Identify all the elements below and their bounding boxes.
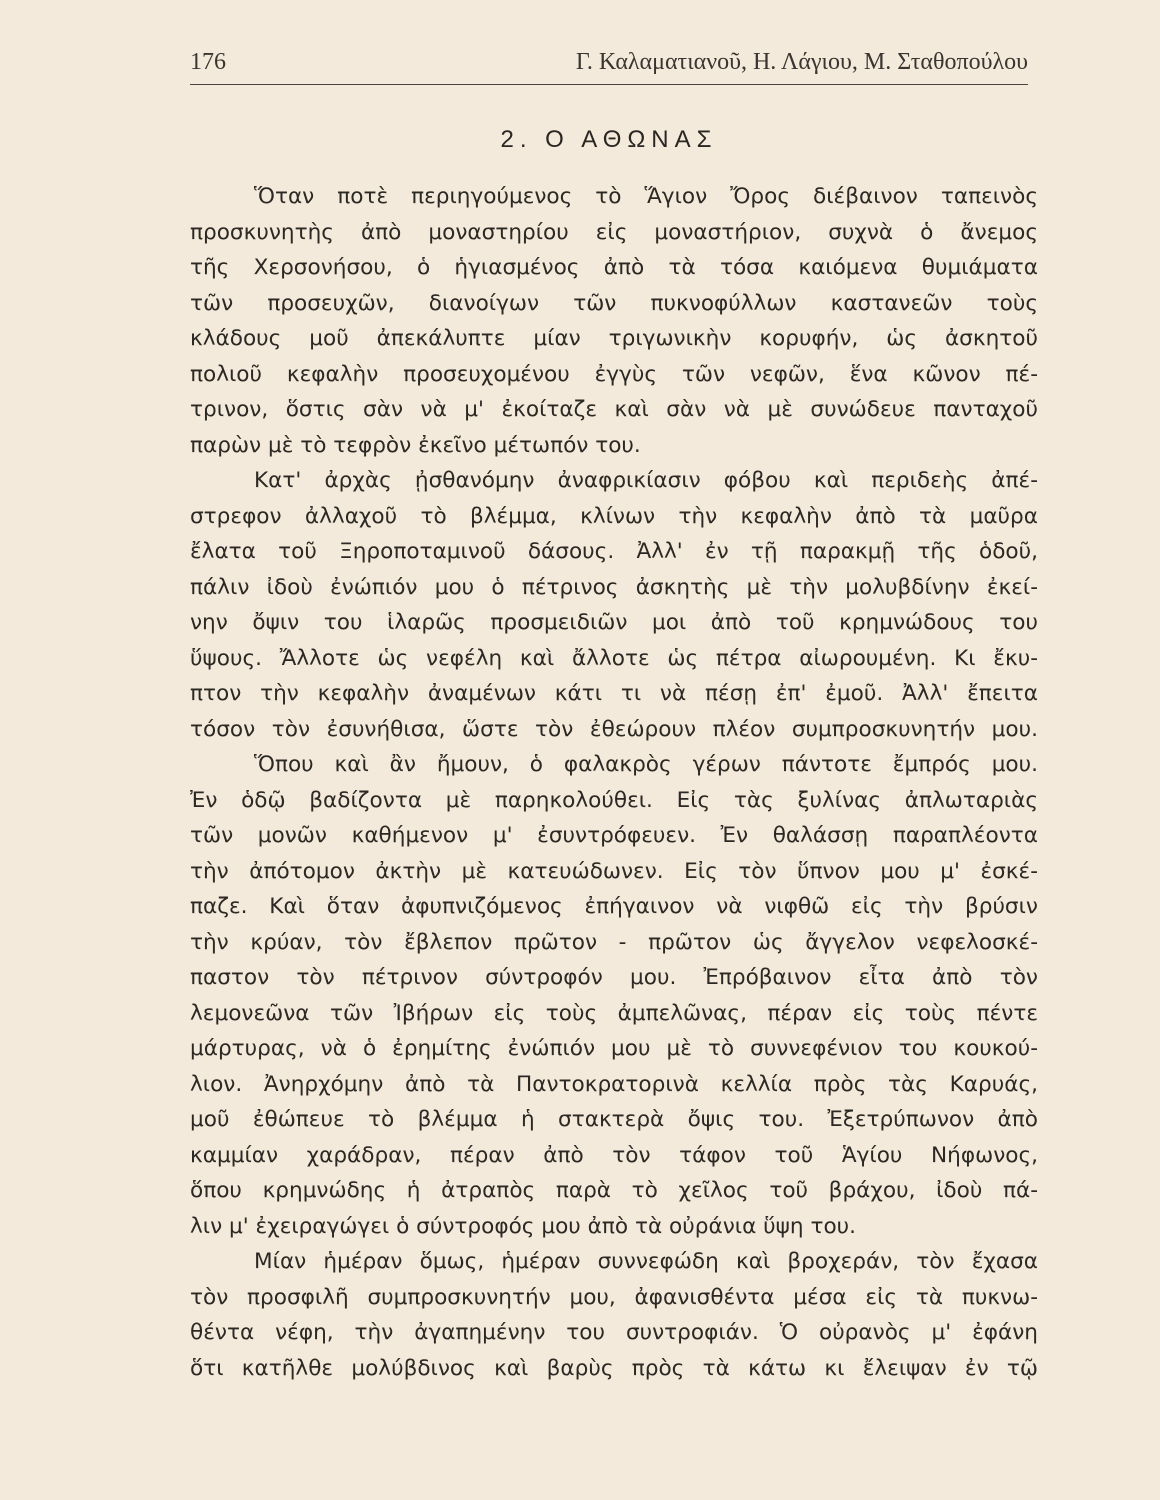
text-line: Μίαν ἡμέραν ὅμως, ἡμέραν συννεφώδη καὶ βροχεράν, τὸν ἔχασα [254, 1249, 1038, 1274]
text-line: πτον τὴν κεφαλὴν ἀναμένων κάτι τι νὰ πέσῃ ἐπ' ἐμοῦ. Ἀλλ' ἔπειτα [190, 681, 1038, 706]
body-text [190, 179, 1038, 1386]
text-line: ὅπου κρημνώδης ἡ ἀτραπὸς παρὰ τὸ χεῖλος τοῦ βράχου, ἰδοὺ πά- [190, 1178, 1038, 1203]
text-line: τρινον, ὅστις σὰν νὰ μ' ἐκοίταζε καὶ σὰν νὰ μὲ συνώδευε πανταχοῦ [190, 397, 1038, 422]
text-line: λιν μ' ἐχειραγώγει ὁ σύντροφός μου ἀπὸ τὰ οὐράνια ὕψη του. [190, 1213, 857, 1239]
text-line: τῆς Χερσονήσου, ὁ ἡγιασμένος ἀπὸ τὰ τόσα καιόμενα θυμιάματα [190, 255, 1038, 280]
text-line: τὸν προσφιλῆ συμπροσκυνητήν μου, ἀφανισθέντα μέσα εἰς τὰ πυκνω- [190, 1284, 1038, 1310]
text-line: κλάδους μοῦ ἀπεκάλυπτε μίαν τριγωνικὴν κορυφήν, ὡς ἀσκητοῦ [190, 326, 1038, 351]
text-line: τὴν κρύαν, τὸν ἔβλεπον πρῶτον - πρῶτον ὡς ἄγγελον νεφελοσκέ- [190, 929, 1038, 955]
running-head [190, 44, 1028, 80]
text-line: ἔλατα τοῦ Ξηροποταμινοῦ δάσους. Ἀλλ' ἐν τῇ παρακμῇ τῆς ὁδοῦ, [190, 539, 1038, 564]
text-line: ὕψους. Ἄλλοτε ὡς νεφέλη καὶ ἄλλοτε ὡς πέτρα αἰωρουμένη. Κι ἔκυ- [190, 645, 1038, 671]
text-line: τῶν προσευχῶν, διανοίγων τῶν πυκνοφύλλων καστανεῶν τοὺς [190, 290, 1038, 316]
header-rule [190, 84, 1028, 85]
text-line: τῶν μονῶν καθήμενον μ' ἐσυντρόφευεν. Ἐν θαλάσσῃ παραπλέοντα [190, 823, 1038, 848]
text-line: μοῦ ἐθώπευε τὸ βλέμμα ἡ στακτερὰ ὄψις του. Ἐξετρύπωνον ἀπὸ [190, 1107, 1038, 1132]
text-line: προσκυνητὴς ἀπὸ μοναστηρίου εἰς μοναστήριον, συχνὰ ὁ ἄνεμος [190, 219, 1038, 245]
text-line: τόσον τὸν ἐσυνήθισα, ὥστε τὸν ἐθεώρουν πλέον συμπροσκυνητήν μου. [190, 716, 1038, 742]
text-line: παζε. Καὶ ὅταν ἀφυπνιζόμενος ἐπήγαινον νὰ νιφθῶ εἰς τὴν βρύσιν [190, 894, 1038, 919]
page-number: 176 [190, 49, 226, 75]
text-line: θέντα νέφη, τὴν ἀγαπημένην του συντροφιάν. Ὁ οὐρανὸς μ' ἐφάνη [190, 1320, 1038, 1345]
section-title: 2. Ο ΑΘΩΝΑΣ [500, 126, 718, 153]
text-line: μάρτυρας, νὰ ὁ ἐρημίτης ἐνώπιόν μου μὲ τὸ συννεφένιον του κουκού- [190, 1036, 1038, 1061]
text-line: πολιοῦ κεφαλὴν προσευχομένου ἐγγὺς τῶν νεφῶν, ἕνα κῶνον πέ- [190, 361, 1038, 387]
text-line: πάλιν ἰδοὺ ἐνώπιόν μου ὁ πέτρινος ἀσκητὴς μὲ τὴν μολυβδίνην ἐκεί- [190, 574, 1038, 600]
text-line: Ὅπου καὶ ἂν ἤμουν, ὁ φαλακρὸς γέρων πάντοτε ἔμπρός μου. [254, 752, 1038, 777]
text-line: Κατ' ἀρχὰς ᾐσθανόμην ἀναφρικίασιν φόβου καὶ περιδεὴς ἀπέ- [254, 468, 1038, 493]
text-line: παστον τὸν πέτρινον σύντροφόν μου. Ἐπρόβαινον εἶτα ἀπὸ τὸν [190, 965, 1038, 990]
text-line: ὅτι κατῆλθε μολύβδινος καὶ βαρὺς πρὸς τὰ κάτω κι ἔλειψαν ἐν τῷ [190, 1355, 1038, 1381]
text-line: λιον. Ἀνηρχόμην ἀπὸ τὰ Παντοκρατορινὰ κελλία πρὸς τὰς Καρυάς, [190, 1071, 1038, 1097]
text-line: παρὼν μὲ τὸ τεφρὸν ἐκεῖνο μέτωπόν του. [190, 432, 641, 458]
text-line: λεμονεῶνα τῶν Ἰβήρων εἰς τοὺς ἀμπελῶνας, πέραν εἰς τοὺς πέντε [190, 1000, 1038, 1026]
running-head-authors: Γ. Καλαματιανοῦ, Η. Λάγιου, Μ. Σταθοπούλου [575, 49, 1028, 75]
text-line: στρεφον ἀλλαχοῦ τὸ βλέμμα, κλίνων τὴν κεφαλὴν ἀπὸ τὰ μαῦρα [190, 503, 1038, 529]
text-line: καμμίαν χαράδραν, πέραν ἀπὸ τὸν τάφον τοῦ Ἁγίου Νήφωνος, [190, 1142, 1038, 1168]
text-line: νην ὄψιν του ἱλαρῶς προσμειδιῶν μοι ἀπὸ τοῦ κρημνώδους του [190, 610, 1038, 635]
text-line: Ὅταν ποτὲ περιηγούμενος τὸ Ἅγιον Ὄρος διέβαινον ταπεινὸς [254, 184, 1038, 209]
text-line: Ἐν ὁδῷ βαδίζοντα μὲ παρηκολούθει. Εἰς τὰς ξυλίνας ἀπλωταριὰς [190, 787, 1038, 813]
text-line: τὴν ἀπότομον ἀκτὴν μὲ κατευώδωνεν. Εἰς τὸν ὕπνον μου μ' ἐσκέ- [190, 858, 1038, 884]
